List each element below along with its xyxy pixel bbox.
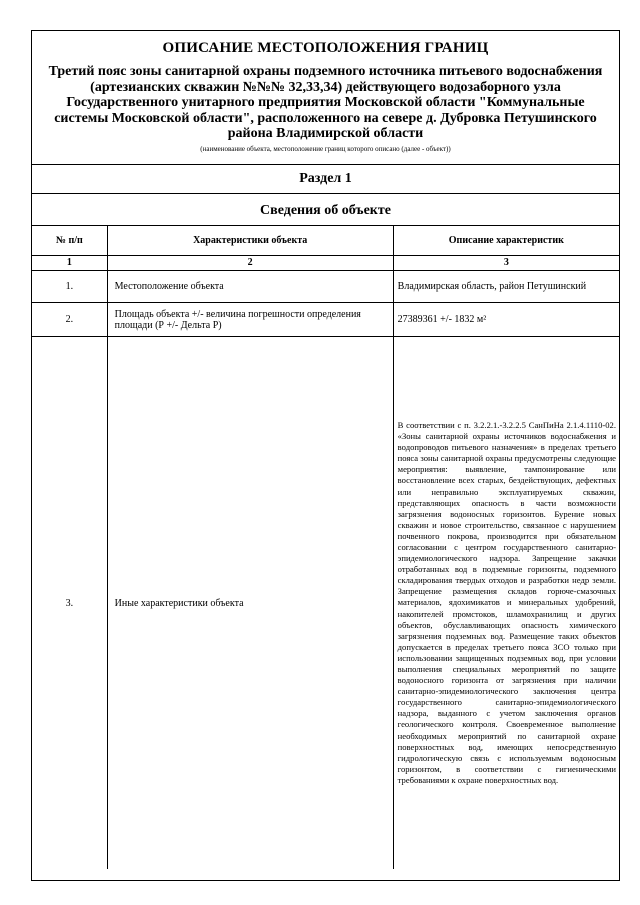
row-description: 27389361 +/- 1832 м² <box>393 303 619 337</box>
row-number: 2. <box>32 303 107 337</box>
row-description: Владимирская область, район Петушинский <box>393 271 619 303</box>
table-row <box>32 271 619 303</box>
document-header <box>32 31 619 165</box>
section-title: Раздел 1 <box>32 164 619 194</box>
object-info-table <box>32 226 619 869</box>
table-row <box>32 337 619 870</box>
column-number: 2 <box>107 256 393 271</box>
row-number: 1. <box>32 271 107 303</box>
table-header-row <box>32 226 619 256</box>
column-number-row <box>32 256 619 271</box>
column-number: 1 <box>32 256 107 271</box>
row-characteristic: Площадь объекта +/- величина погрешности определения площади (Р +/- Дельта Р) <box>107 303 393 337</box>
document-sheet <box>31 30 620 881</box>
row-number: 3. <box>32 337 107 870</box>
header-num: № п/п <box>32 226 107 256</box>
document-title: ОПИСАНИЕ МЕСТОПОЛОЖЕНИЯ ГРАНИЦ <box>162 40 489 56</box>
header-characteristic: Характеристики объекта <box>107 226 393 256</box>
object-name: Третий пояс зоны санитарной охраны подземного источника питьевого водоснабжения (артезианских скважин №№№ 32,33,34) действующего водозаборного узла Государственного унитарного предприятия Московской области "Коммунальные системы Московской области", расположенного на севере д. Дубровка Петушинского района Владимирской области <box>48 64 603 141</box>
table-row <box>32 303 619 337</box>
column-number: 3 <box>393 256 619 271</box>
header-description: Описание характеристик <box>393 226 619 256</box>
object-name-caption: (наименование объекта, местоположение границ которого описано (далее - объект)) <box>200 144 451 153</box>
info-title: Сведения об объекте <box>32 194 619 226</box>
row-description: В соответствии с п. 3.2.2.1.-3.2.2.5 СанПиНа 2.1.4.1110-02. «Зоны санитарной охраны источников водоснабжения и водопроводов питьевого назначения» в пределах третьего пояса зоны санитарной охраны предусмотрены следующие мероприятия: выявление, тампонирование или восстановление всех старых, бездействующих, дефектных или неправильно эксплуатируемых скважин, представляющих опасность в части возможности загрязнения водоносных горизонтов. Бурение новых скважин и новое строительство, связанное с нарушением почвенного покрова, производится при обязательном согласовании с центром государственного санитарно-эпидемиологического надзора. Запрещение закачки отработанных вод в подземные горизонты, подземного складирования твердых отходов и разработки недр земли. Запрещение размещения складов горюче-смазочных материалов, ядохимикатов и минеральных удобрений, накопителей промстоков, шламохранилищ и других объектов, обуславливающих опасность химического загрязнения подземных вод. Размещение таких объектов допускается в пределах третьего пояса ЗСО только при использовании защищенных подземных вод, при условии выполнения специальных мероприятий по защите водоносного горизонта от загрязнения при наличии санитарно-эпидемиологического заключения центра государственного санитарно-эпидемиологического надзора, выданного с учетом заключения органов геологического контроля. Своевременное выполнение необходимых мероприятий по санитарной охране поверхностных вод, имеющих непосредственную гидрологическую связь с используемым водоносным горизонтом, в соответствии с гигиеническими требованиями к охране поверхностных вод. <box>393 337 619 870</box>
row-characteristic: Иные характеристики объекта <box>107 337 393 870</box>
row-characteristic: Местоположение объекта <box>107 271 393 303</box>
